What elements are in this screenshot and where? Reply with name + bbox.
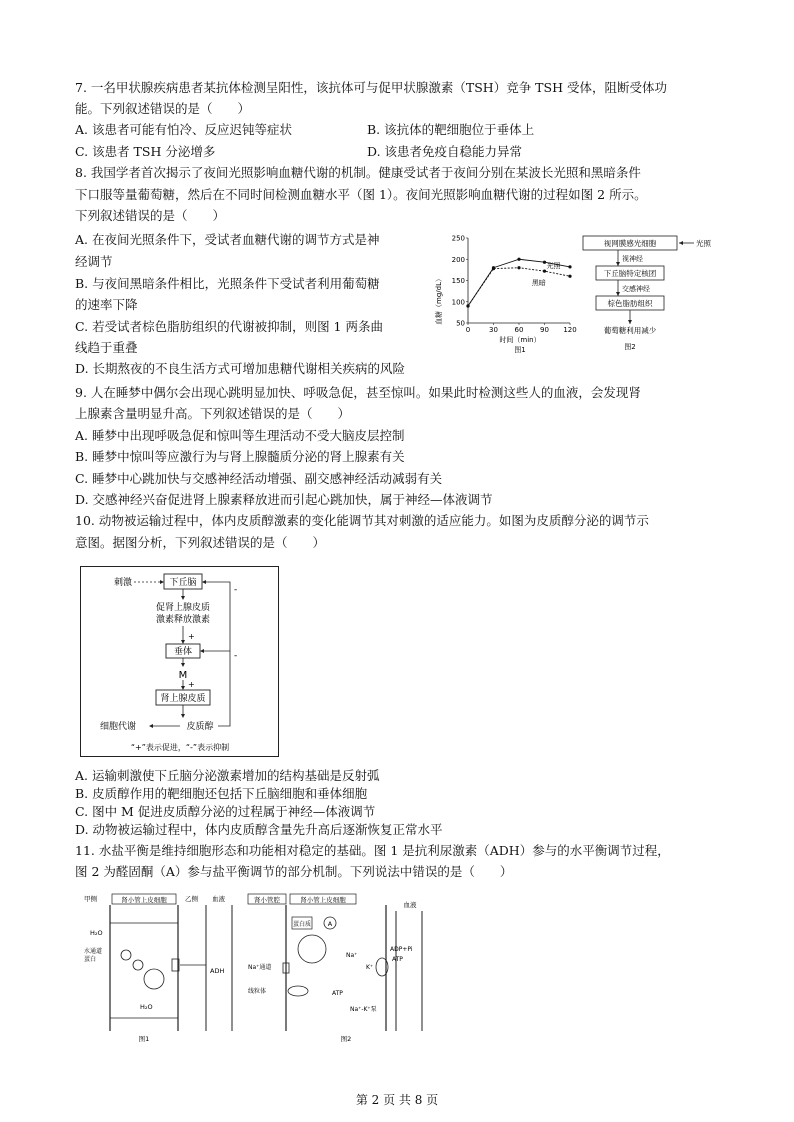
q8-option-b-line2: 的速率下降 xyxy=(75,297,138,312)
q7-option-b: B. 该抗体的靶细胞位于垂体上 xyxy=(367,122,535,137)
arrowhead-to-metabolism xyxy=(149,724,153,728)
fig1-blood-label: 血液 xyxy=(212,895,225,903)
fig2-lumen-label: 肾小管腔 xyxy=(254,896,280,904)
plus-sign-1: + xyxy=(188,632,195,641)
fig1-vesicle-1 xyxy=(121,950,131,960)
arrowhead-adrenal-down xyxy=(181,714,185,718)
fig1-caption: 图1 xyxy=(138,1035,150,1043)
chart-y-tick-label: 100 xyxy=(451,298,465,307)
fig2-cell-label: 肾小管上皮细胞 xyxy=(300,896,346,904)
chart-series-line-dark xyxy=(468,268,570,306)
arrowhead-hyp-down xyxy=(181,596,185,600)
fig2-atp2-label: ATP xyxy=(332,990,343,997)
q10-option-a: A. 运输刺激使下丘脑分泌激素增加的结构基础是反射弧 xyxy=(75,768,380,783)
chart-x-tick-label: 60 xyxy=(514,326,524,334)
q7-option-d: D. 该患者免疫自稳能力异常 xyxy=(367,144,523,159)
q8-stem-line1: 8. 我国学者首次揭示了夜间光照影响血糖代谢的机制。健康受试者于夜间分别在某波长光照和黑暗条件 xyxy=(75,165,641,180)
fig2-caption: 图2 xyxy=(340,1035,352,1043)
cortisol-label: 皮质醇 xyxy=(186,722,214,732)
chart-point-dark xyxy=(466,304,469,307)
q10-stem-line2: 意图。据图分析，下列叙述错误的是（ ） xyxy=(75,535,326,550)
chart-point-dark xyxy=(517,266,520,269)
arrowhead-3 xyxy=(628,320,632,324)
chart-point-dark xyxy=(568,275,571,278)
fig1-cell-label: 肾小管上皮细胞 xyxy=(121,896,167,904)
q8-figure2-flow xyxy=(582,234,714,354)
q7-option-c: C. 该患者 TSH 分泌增多 xyxy=(75,144,216,159)
chart-x-tick-label: 0 xyxy=(465,326,471,334)
light-arrowhead xyxy=(679,241,683,245)
hypothalamus-label: 下丘脑 xyxy=(169,578,197,588)
q9-option-a: A. 睡梦中出现呼吸急促和惊叫等生理活动不受大脑皮层控制 xyxy=(75,428,405,443)
q8-option-c-line2: 线趋于重叠 xyxy=(75,340,138,355)
q8-option-c-line1: C. 若受试者棕色脂肪组织的代谢被抑制，则图 1 两条曲 xyxy=(75,319,383,334)
feedback-arrowhead-1 xyxy=(202,580,206,584)
fig2-protein-label: 蛋白质 xyxy=(292,921,312,928)
q9-stem-line2: 上腺素含量明显升高。下列叙述错误的是（ ） xyxy=(75,406,351,421)
q8-option-a-line1: A. 在夜间光照条件下，受试者血糖代谢的调节方式是神 xyxy=(75,232,380,247)
q8-option-b-line1: B. 与夜间黑暗条件相比，光照条件下受试者利用葡萄糖 xyxy=(75,276,380,291)
fig2-nucleus xyxy=(298,935,326,963)
chart-x-tick-label: 90 xyxy=(540,326,549,334)
diagram-legend: “+”表示促进，“-”表示抑制 xyxy=(130,743,230,752)
q9-option-d: D. 交感神经兴奋促进肾上腺素释放进而引起心跳加快，属于神经—体液调节 xyxy=(75,492,493,507)
q10-option-d: D. 动物被运输过程中，体内皮质醇含量先升高后逐渐恢复正常水平 xyxy=(75,822,443,837)
q8-option-d: D. 长期熬夜的不良生活方式可增加患糖代谢相关疾病的风险 xyxy=(75,361,406,376)
figure2-caption: 图2 xyxy=(624,343,636,351)
q7-stem-line2: 能。下列叙述错误的是（ ） xyxy=(75,101,251,116)
fig1-yi-label: 乙侧 xyxy=(185,895,198,903)
chart-ylabel: 血糖（mg/dL） xyxy=(435,275,443,325)
glucose-result-label: 葡萄糖利用减少 xyxy=(603,326,657,335)
m-label: M xyxy=(178,670,188,681)
arrowhead-2 xyxy=(616,292,620,296)
q8-stem-line3: 下列叙述错误的是（ ） xyxy=(75,208,226,223)
chart-y-tick-label: 200 xyxy=(451,255,465,264)
q10-cortisol-diagram xyxy=(80,566,280,758)
crh-label-line1: 促肾上腺皮质 xyxy=(155,603,211,613)
fig2-na-label: Na⁺ xyxy=(346,952,358,959)
chart-xlabel: 时间（min） xyxy=(499,336,541,344)
arrowhead-pit-down xyxy=(181,663,185,667)
fig2-blood-label: 血液 xyxy=(403,901,417,909)
q8-stem-line2: 下口服等量葡萄糖，然后在不同时间检测血糖水平（图 1）。夜间光照影响血糖代谢的过程如图 2 所示。 xyxy=(75,187,647,202)
chart-x-tick-label: 30 xyxy=(489,326,498,334)
chart-y-tick-label: 50 xyxy=(456,319,465,328)
fig1-h2o-bottom: H₂O xyxy=(140,1003,153,1011)
q9-option-c: C. 睡梦中心跳加快与交感神经活动增强、副交感神经活动减弱有关 xyxy=(75,471,443,486)
chart-y-tick-label: 250 xyxy=(451,234,465,243)
fig2-mitochondrion xyxy=(288,986,308,996)
fig1-receptor-structure xyxy=(144,969,164,989)
retina-label: 视网膜感光细胞 xyxy=(603,239,657,248)
adrenal-cortex-label: 肾上腺皮质 xyxy=(160,694,206,704)
plus-sign-2: + xyxy=(188,680,195,689)
fig1-h2o-top: H₂O xyxy=(90,929,103,937)
q8-figure1-chart xyxy=(428,230,578,354)
fig1-vesicle-2 xyxy=(133,960,143,970)
fig1-aquaporin-label2: 蛋白 xyxy=(84,956,97,963)
chart-series-label-light: 光照 xyxy=(546,262,561,271)
q10-stem-line1: 10. 动物被运输过程中，体内皮质醇激素的变化能调节其对刺激的适应能力。如图为皮质醇分泌的调节示 xyxy=(75,513,649,528)
stimulus-arrowhead xyxy=(160,580,164,584)
q11-figure2-aldosterone xyxy=(246,893,442,1043)
chart-point-light xyxy=(568,265,571,268)
arrowhead-crh-down xyxy=(181,640,185,644)
fig2-atp1-label: ATP xyxy=(392,956,403,963)
minus-sign-1: - xyxy=(234,585,238,595)
figure1-caption: 图1 xyxy=(514,346,526,354)
q9-stem-line1: 9. 人在睡梦中偶尔会出现心跳明显加快、呼吸急促，甚至惊叫。如果此时检测这些人的血液，会发现肾 xyxy=(75,385,641,400)
q7-stem-line1: 7. 一名甲状腺疾病患者某抗体检测呈阳性，该抗体可与促甲状腺激素（TSH）竞争 TSH 受体，阻断受体功 xyxy=(75,80,667,95)
q9-option-b: B. 睡梦中惊叫等应激行为与肾上腺髓质分泌的肾上腺素有关 xyxy=(75,449,405,464)
minus-sign-2: - xyxy=(234,651,238,661)
q8-option-a-line2: 经调节 xyxy=(75,254,113,269)
crh-label-line2: 激素释放激素 xyxy=(155,615,211,625)
hypothalamus-label: 下丘脑特定核团 xyxy=(603,269,657,278)
q10-option-b: B. 皮质醇作用的靶细胞还包括下丘脑细胞和垂体细胞 xyxy=(75,786,368,801)
chart-point-light xyxy=(517,258,520,261)
q11-figure1-adh xyxy=(82,893,242,1043)
arrowhead-m-down xyxy=(181,686,185,690)
q11-stem-line1: 11. 水盐平衡是维持细胞形态和功能相对稳定的基础。图 1 是抗利尿激素（ADH）参与的水平衡调节过程， xyxy=(75,843,670,858)
arrowhead-1 xyxy=(616,262,620,266)
q11-stem-line2: 图 2 为醛固酮（A）参与盐平衡调节的部分机制。下列说法中错误的是（ ） xyxy=(75,864,513,879)
stimulus-label: 刺激 xyxy=(114,578,133,588)
sympathetic-label: 交感神经 xyxy=(622,285,650,293)
chart-point-dark xyxy=(492,267,495,270)
fig2-mito-label: 线粒体 xyxy=(248,988,267,995)
chart-plot-area xyxy=(452,235,577,335)
feedback-arrowhead-2 xyxy=(200,649,204,653)
optic-nerve-label: 视神经 xyxy=(622,255,643,263)
page-footer: 第 2 页 共 8 页 xyxy=(355,1093,439,1107)
fig2-a-label: A xyxy=(327,920,333,928)
light-input-label: 光照 xyxy=(696,239,711,248)
fig2-adp-label: ADP+Pi xyxy=(390,946,413,953)
q10-option-c: C. 图中 M 促进皮质醇分泌的过程属于神经—体液调节 xyxy=(75,804,376,819)
fig2-pump-label: Na⁺-K⁺泵 xyxy=(350,1006,377,1013)
fig1-jia-label: 甲侧 xyxy=(84,895,97,903)
chart-x-tick-label: 120 xyxy=(563,326,577,334)
fig1-adh-label: ADH xyxy=(210,967,225,975)
fig2-k-label: K⁺ xyxy=(366,964,374,971)
chart-series-label-dark: 黑暗 xyxy=(531,279,546,288)
fig2-na-channel-label: Na⁺通道 xyxy=(248,964,272,971)
pituitary-label: 垂体 xyxy=(173,647,193,657)
chart-y-tick-label: 150 xyxy=(451,277,465,285)
brown-fat-label: 棕色脂肪组织 xyxy=(607,299,653,308)
fig1-aquaporin-label1: 水通道 xyxy=(84,948,103,955)
cell-metabolism-label: 细胞代谢 xyxy=(100,722,137,732)
q7-option-a: A. 该患者可能有怕冷、反应迟钝等症状 xyxy=(75,122,292,137)
